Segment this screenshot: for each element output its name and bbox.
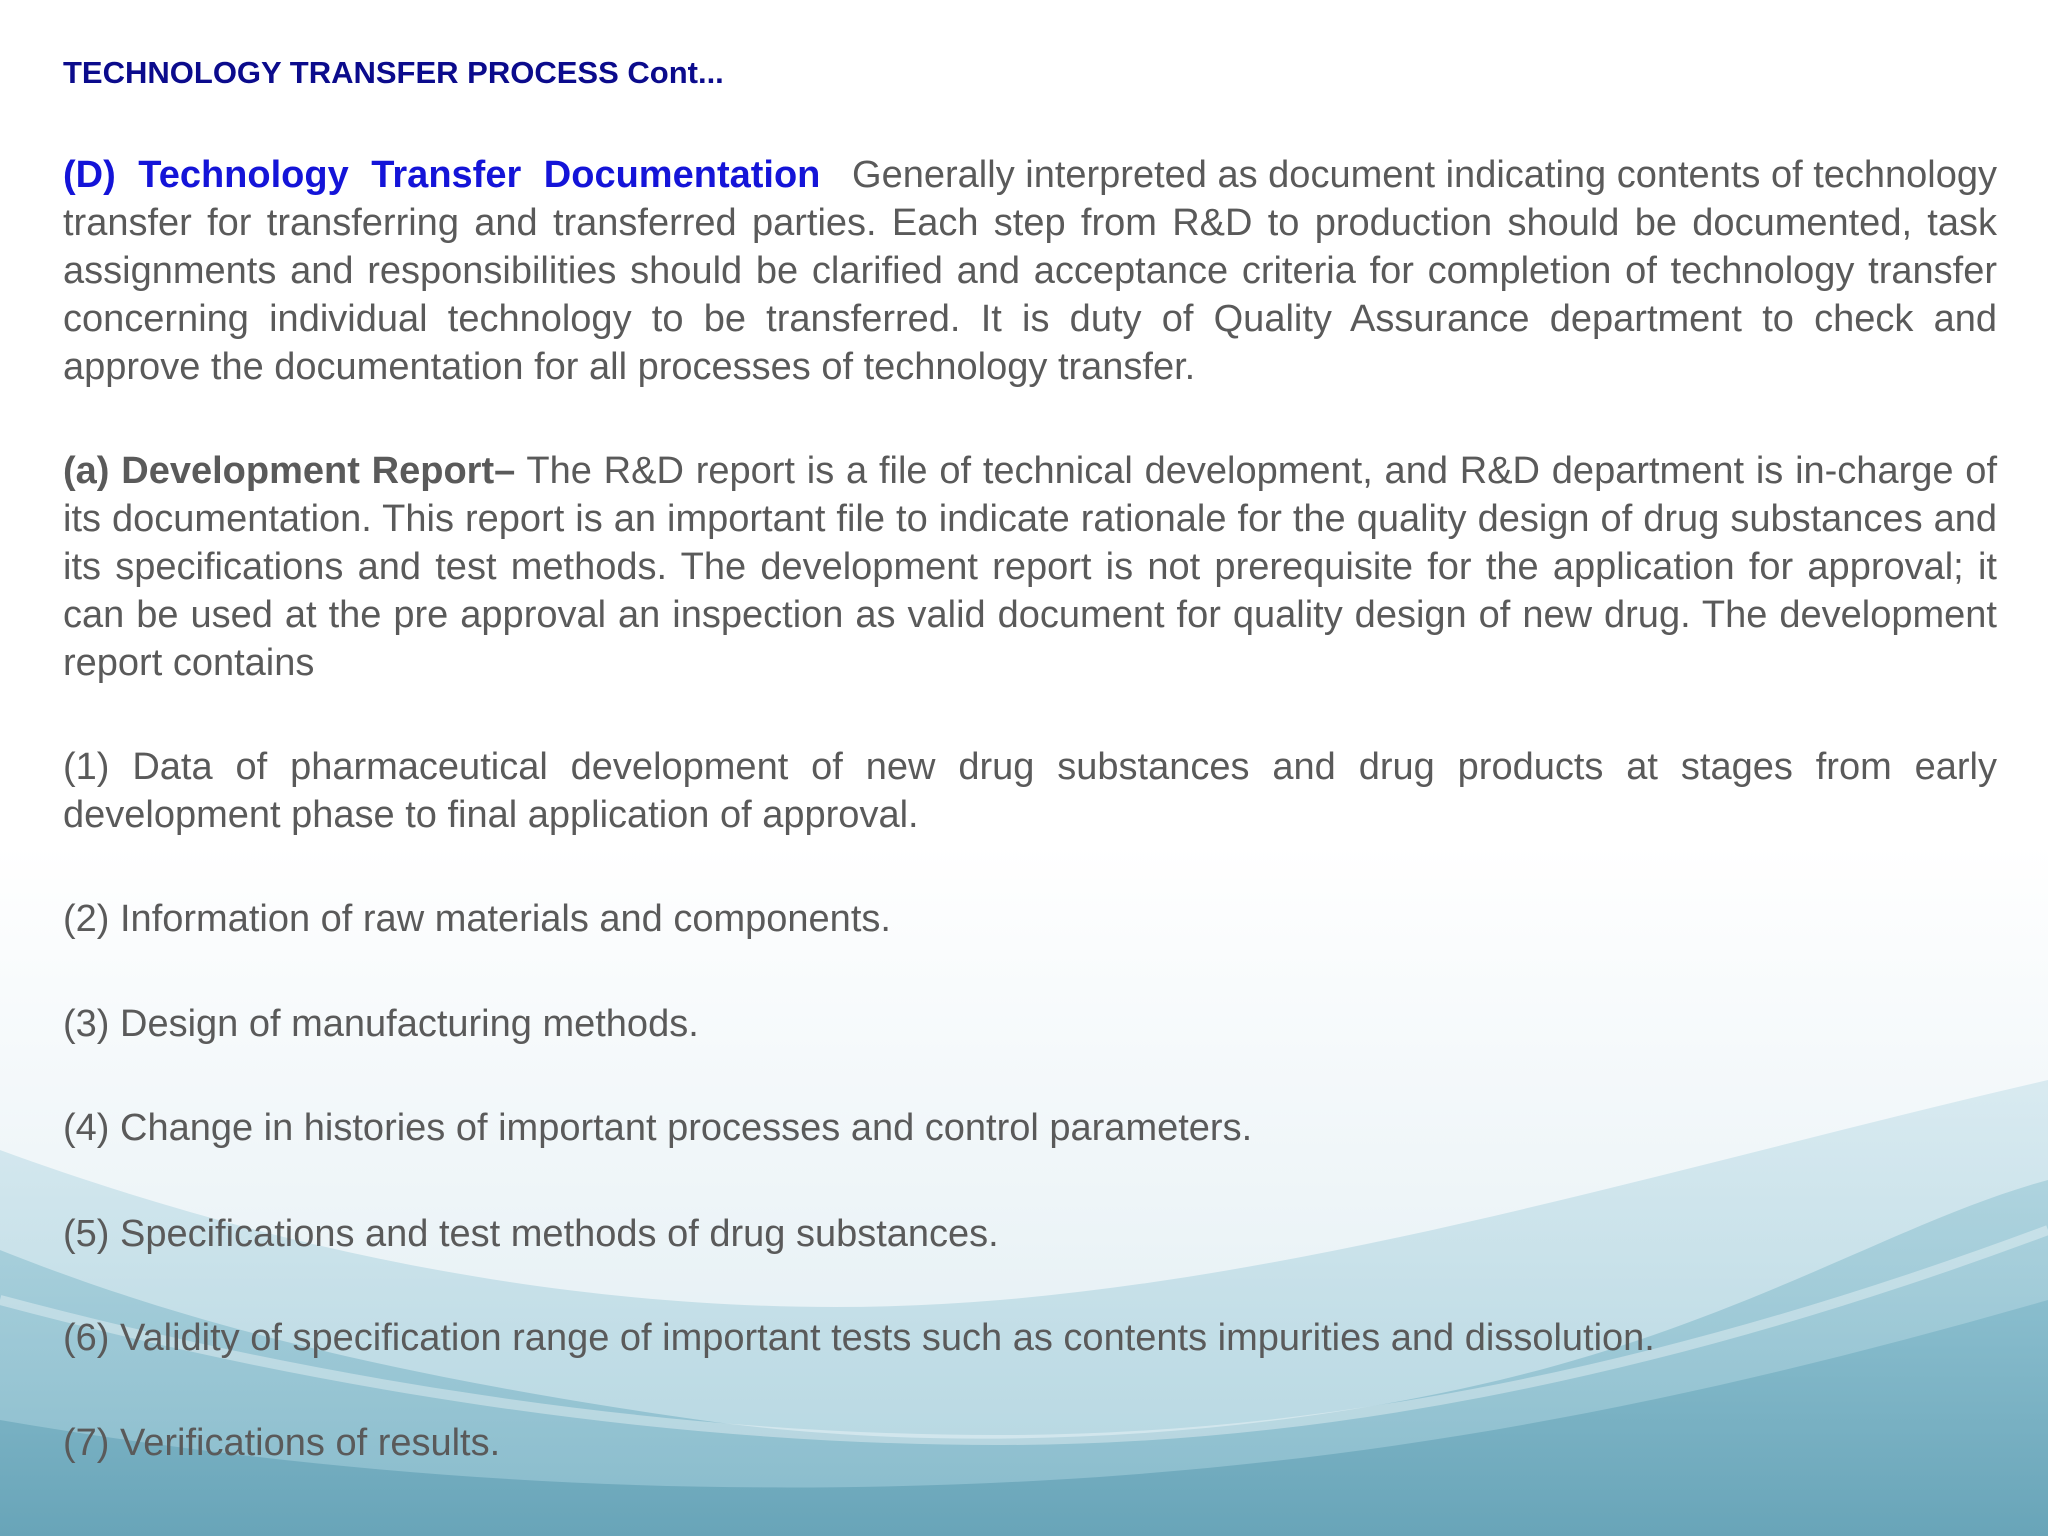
list-item: (2) Information of raw materials and components. xyxy=(63,898,891,940)
list-item: (6) Validity of specification range of important tests such as contents impurities and dissolution. xyxy=(63,1317,1655,1359)
section-d-heading: (D) Technology Transfer Documentation xyxy=(63,154,821,196)
list-item: (7) Verifications of results. xyxy=(63,1422,501,1464)
slide-title: TECHNOLOGY TRANSFER PROCESS Cont... xyxy=(63,55,724,90)
list-item: (1) Data of pharmaceutical development of new drug substances and drug products at stages from early development phase to final application of approval. xyxy=(63,746,1997,836)
section-d-body: Generally interpreted as document indicating contents of technology transfer for transferring and transferred parties. Each step from R&D to production should be documented, task assignments and responsibilities should be clarified and acceptance criteria for completion of technology transfer concerning individual technology to be transferred. It is duty of Quality Assurance department to check and approve the documentation for all processes of technology transfer. xyxy=(63,154,2008,388)
list-item: (5) Specifications and test methods of drug substances. xyxy=(63,1213,999,1255)
section-a-paragraph xyxy=(63,447,1997,687)
section-a-body: The R&D report is a file of technical development, and R&D department is in-charge of its documentation. This report is an important file to indicate rationale for the quality design of drug substances and its specifications and test methods. The development report is not prerequisite for the application for approval; it can be used at the pre approval an inspection as valid document for quality design of new drug. The development report contains xyxy=(63,450,1997,684)
list-item: (4) Change in histories of important processes and control parameters. xyxy=(63,1107,1253,1149)
list-item: (3) Design of manufacturing methods. xyxy=(63,1003,699,1045)
section-a-heading: (a) Development Report– xyxy=(63,450,516,492)
section-d-paragraph xyxy=(63,151,2008,391)
